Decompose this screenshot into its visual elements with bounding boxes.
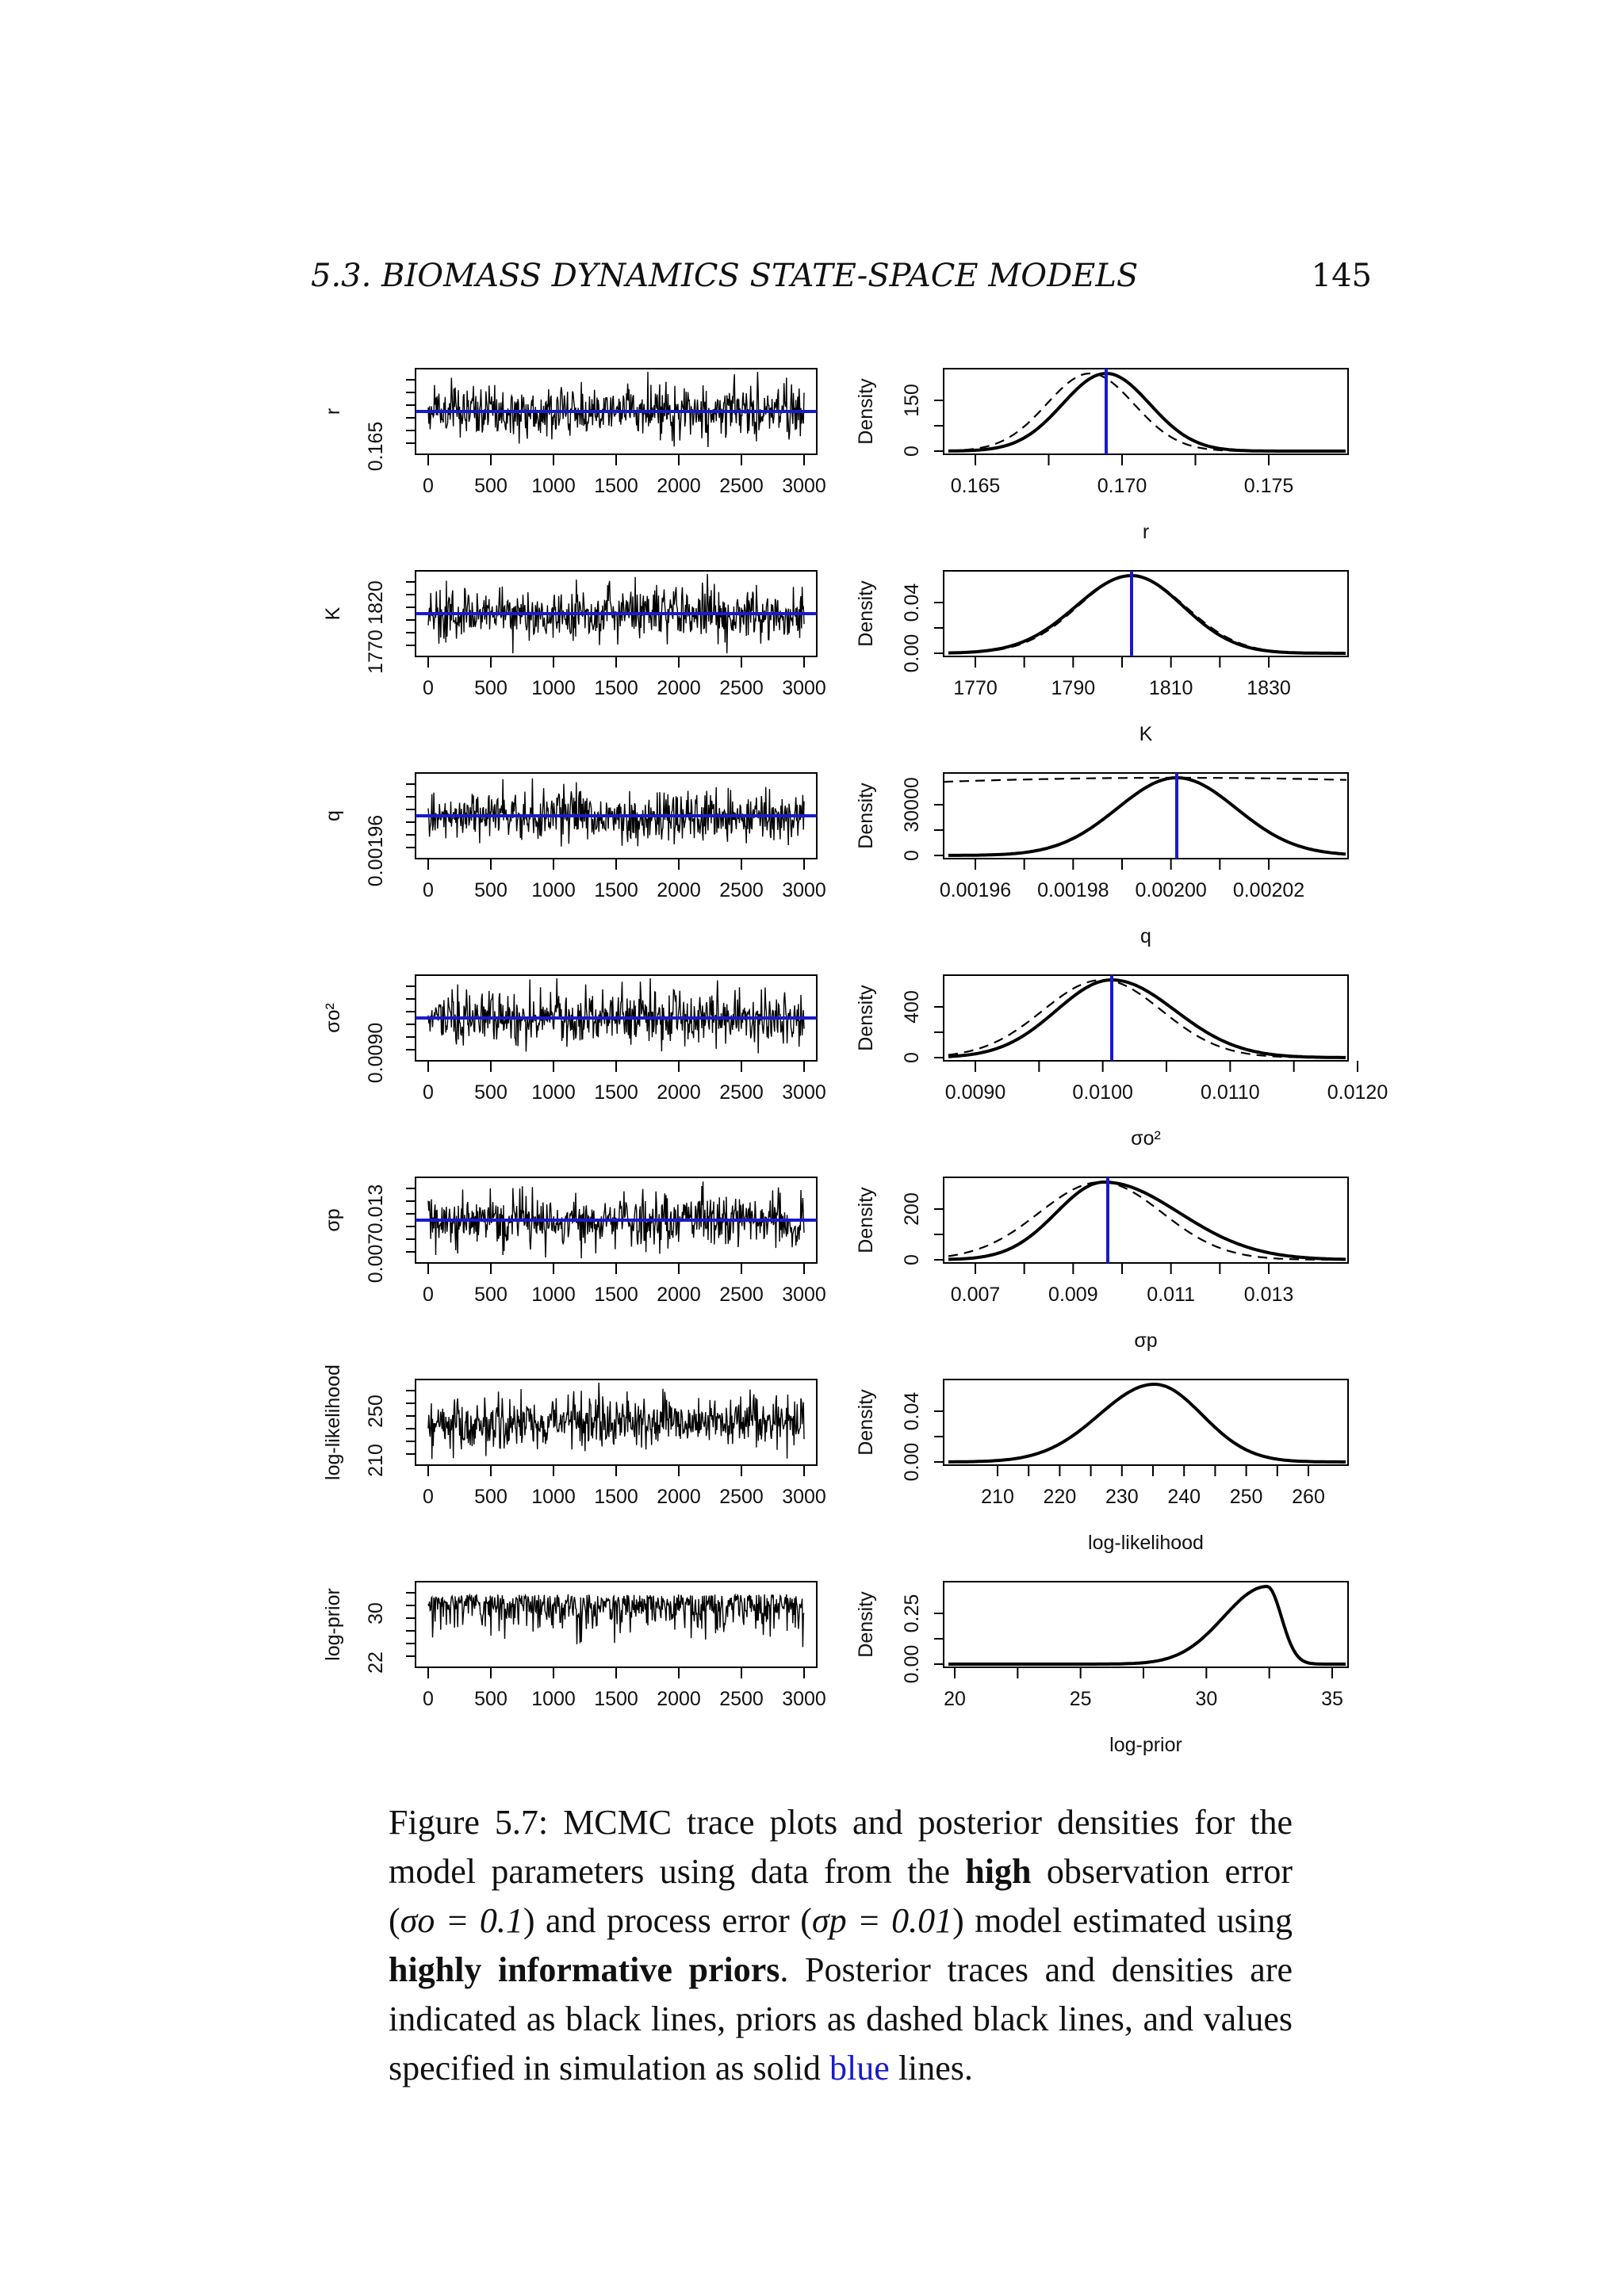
density-xtick-label-sigma_o^2: 0.0120 xyxy=(1327,1081,1388,1104)
caption-bold-priors: highly informative priors xyxy=(389,1950,780,1989)
caption-math-sigma-p: σp = 0.01 xyxy=(811,1901,953,1940)
density-xtick-label-log-prior: 35 xyxy=(1321,1688,1343,1710)
figure-caption xyxy=(389,1798,1293,2093)
trace-xtick-label-q: 2500 xyxy=(719,879,764,901)
trace-xtick-label-sigma_o^2: 2500 xyxy=(719,1081,764,1104)
density-posterior-log-likelihood xyxy=(948,1384,1346,1462)
trace-line-q xyxy=(428,779,804,847)
density-ytick-label-log-prior: 0.25 xyxy=(901,1594,923,1633)
density-ytick-label-K: 0.04 xyxy=(901,583,923,622)
trace-xtick-label-sigma_o^2: 1500 xyxy=(594,1081,638,1104)
trace-ytick-label-log-likelihood: 250 xyxy=(365,1395,387,1428)
density-posterior-sigma_o^2 xyxy=(948,980,1346,1058)
trace-xtick-label-log-prior: 500 xyxy=(474,1688,508,1710)
density-posterior-r xyxy=(948,373,1346,451)
trace-ylabel-log-likelihood: log-likelihood xyxy=(322,1364,344,1480)
density-xtick-label-K: 1810 xyxy=(1148,677,1193,699)
density-xtick-label-sigma_p: 0.007 xyxy=(950,1284,1001,1306)
trace-xtick-label-sigma_o^2: 0 xyxy=(423,1081,434,1104)
density-ytick-label-sigma_p: 200 xyxy=(901,1192,923,1226)
trace-ytick-label-log-prior: 30 xyxy=(365,1602,387,1624)
density-xtick-label-K: 1790 xyxy=(1051,677,1096,699)
density-xlabel-q: q xyxy=(1140,925,1151,947)
density-posterior-sigma_p xyxy=(948,1182,1346,1260)
density-ytick-label-sigma_o^2: 0 xyxy=(901,1052,923,1063)
trace-xtick-label-log-likelihood: 0 xyxy=(423,1486,434,1508)
trace-ytick-label-sigma_p: 0.007 xyxy=(365,1233,387,1284)
trace-xtick-label-sigma_p: 500 xyxy=(474,1284,508,1306)
trace-xtick-label-log-likelihood: 1500 xyxy=(594,1486,638,1508)
density-xlabel-sigma_p: σp xyxy=(1134,1330,1158,1352)
density-ytick-label-K: 0.00 xyxy=(901,633,923,673)
caption-text-5: . Posterior traces and densities are indicated as black lines, priors as dashed black lines, and values specified in simulation as solid xyxy=(389,1950,1293,2087)
caption-text-4: ) model estimated using xyxy=(952,1901,1293,1940)
density-xtick-label-sigma_o^2: 0.0090 xyxy=(944,1081,1006,1104)
density-prior-K xyxy=(948,576,1346,653)
density-xlabel-r: r xyxy=(1142,521,1150,543)
trace-xtick-label-r: 2500 xyxy=(719,475,764,497)
trace-ylabel-sigma_p: σp xyxy=(322,1208,344,1232)
density-xtick-label-sigma_p: 0.013 xyxy=(1243,1284,1294,1306)
density-ytick-label-r: 0 xyxy=(901,446,923,457)
density-ytick-label-q: 0 xyxy=(901,850,923,861)
density-xtick-label-r: 0.175 xyxy=(1243,475,1294,497)
density-xlabel-K: K xyxy=(1139,723,1153,745)
density-ylabel-q: Density xyxy=(855,783,877,849)
trace-xtick-label-log-likelihood: 500 xyxy=(474,1486,508,1508)
trace-xtick-label-q: 3000 xyxy=(782,879,826,901)
density-posterior-K xyxy=(948,576,1346,653)
trace-xtick-label-sigma_p: 1500 xyxy=(594,1284,638,1306)
trace-xtick-label-log-prior: 1000 xyxy=(531,1688,576,1710)
caption-blue-word: blue xyxy=(829,2049,890,2087)
trace-ytick-label-sigma_o^2: 0.0090 xyxy=(365,1022,387,1084)
trace-line-r xyxy=(428,372,804,447)
density-xtick-label-log-likelihood: 230 xyxy=(1105,1486,1139,1508)
trace-xtick-label-log-prior: 3000 xyxy=(782,1688,826,1710)
trace-xtick-label-log-likelihood: 3000 xyxy=(782,1486,826,1508)
trace-xtick-label-sigma_p: 0 xyxy=(423,1284,434,1306)
page-number: 145 xyxy=(1311,258,1372,294)
density-ylabel-log-likelihood: Density xyxy=(855,1389,877,1456)
caption-bold-high: high xyxy=(965,1852,1032,1891)
trace-ylabel-q: q xyxy=(322,810,344,821)
density-ylabel-r: Density xyxy=(855,378,877,445)
trace-xtick-label-log-likelihood: 2000 xyxy=(657,1486,701,1508)
trace-ytick-label-K: 1770 xyxy=(365,629,387,674)
caption-math-sigma-o: σo = 0.1 xyxy=(400,1901,523,1940)
trace-ytick-label-q: 0.00196 xyxy=(365,814,387,887)
trace-xtick-label-r: 3000 xyxy=(782,475,826,497)
caption-text-1: MCMC trace plots and posterior densities for the model parameters using data from the xyxy=(389,1803,1293,1891)
trace-xtick-label-sigma_o^2: 500 xyxy=(474,1081,508,1104)
density-frame-log-prior xyxy=(944,1582,1348,1667)
density-xtick-label-log-prior: 30 xyxy=(1195,1688,1218,1710)
density-xtick-label-log-likelihood: 210 xyxy=(981,1486,1014,1508)
caption-text-6: lines. xyxy=(889,2049,973,2087)
density-ylabel-K: Density xyxy=(855,580,877,647)
density-xlabel-log-likelihood: log-likelihood xyxy=(1088,1532,1204,1554)
trace-ytick-label-K: 1820 xyxy=(365,580,387,625)
density-posterior-q xyxy=(948,778,1346,855)
density-xtick-label-q: 0.00198 xyxy=(1037,879,1109,901)
trace-xtick-label-K: 2500 xyxy=(719,677,764,699)
density-xtick-label-log-likelihood: 250 xyxy=(1229,1486,1263,1508)
density-posterior-log-prior xyxy=(948,1586,1346,1664)
trace-xtick-label-sigma_p: 2500 xyxy=(719,1284,764,1306)
density-xtick-label-sigma_o^2: 0.0110 xyxy=(1201,1081,1260,1104)
trace-xtick-label-r: 1500 xyxy=(594,475,638,497)
density-xlabel-sigma_o^2: σo² xyxy=(1131,1127,1161,1150)
trace-xtick-label-sigma_o^2: 1000 xyxy=(531,1081,576,1104)
trace-xtick-label-sigma_p: 3000 xyxy=(782,1284,826,1306)
trace-ylabel-sigma_o^2: σo² xyxy=(322,1003,344,1033)
trace-xtick-label-q: 2000 xyxy=(657,879,701,901)
trace-xtick-label-r: 0 xyxy=(423,475,434,497)
density-xtick-label-K: 1770 xyxy=(953,677,998,699)
density-frame-r xyxy=(944,369,1348,454)
trace-xtick-label-r: 1000 xyxy=(531,475,576,497)
trace-xtick-label-q: 0 xyxy=(423,879,434,901)
trace-xtick-label-sigma_o^2: 2000 xyxy=(657,1081,701,1104)
density-ytick-label-r: 150 xyxy=(901,384,923,417)
caption-text-3: ) and process error ( xyxy=(523,1901,812,1940)
density-ylabel-sigma_o^2: Density xyxy=(855,985,877,1051)
density-frame-K xyxy=(944,571,1348,656)
trace-line-sigma_o^2 xyxy=(428,978,804,1054)
density-ytick-label-log-likelihood: 0.04 xyxy=(901,1391,923,1431)
density-prior-r xyxy=(948,373,1346,451)
density-xtick-label-q: 0.00200 xyxy=(1135,879,1207,901)
trace-ylabel-log-prior: log-prior xyxy=(322,1588,344,1661)
trace-ytick-label-log-prior: 22 xyxy=(365,1651,387,1674)
density-ytick-label-sigma_p: 0 xyxy=(901,1254,923,1265)
trace-xtick-label-q: 1000 xyxy=(531,879,576,901)
trace-xtick-label-sigma_p: 2000 xyxy=(657,1284,701,1306)
density-ytick-label-log-prior: 0.00 xyxy=(901,1644,923,1684)
density-xtick-label-sigma_p: 0.009 xyxy=(1048,1284,1098,1306)
density-xtick-label-q: 0.00202 xyxy=(1232,879,1305,901)
density-xtick-label-log-prior: 25 xyxy=(1069,1688,1092,1710)
density-xtick-label-log-likelihood: 260 xyxy=(1292,1486,1325,1508)
trace-line-log-likelihood xyxy=(428,1383,804,1459)
density-xtick-label-sigma_o^2: 0.0100 xyxy=(1072,1081,1133,1104)
trace-xtick-label-K: 2000 xyxy=(657,677,701,699)
trace-ytick-label-r: 0.165 xyxy=(365,421,387,472)
trace-frame-log-prior xyxy=(416,1582,817,1667)
trace-ytick-label-log-likelihood: 210 xyxy=(365,1444,387,1477)
trace-xtick-label-r: 500 xyxy=(474,475,508,497)
trace-xtick-label-q: 500 xyxy=(474,879,508,901)
trace-xtick-label-r: 2000 xyxy=(657,475,701,497)
density-xtick-label-r: 0.165 xyxy=(950,475,1001,497)
trace-xtick-label-K: 1500 xyxy=(594,677,638,699)
trace-xtick-label-log-prior: 2000 xyxy=(657,1688,701,1710)
density-xtick-label-log-prior: 20 xyxy=(944,1688,966,1710)
trace-xtick-label-sigma_p: 1000 xyxy=(531,1284,576,1306)
trace-ytick-label-sigma_p: 0.013 xyxy=(365,1184,387,1234)
density-xtick-label-K: 1830 xyxy=(1247,677,1291,699)
trace-xtick-label-log-likelihood: 2500 xyxy=(719,1486,764,1508)
density-frame-sigma_o^2 xyxy=(944,975,1348,1061)
trace-ylabel-K: K xyxy=(322,607,344,621)
density-ytick-label-sigma_o^2: 400 xyxy=(901,990,923,1024)
density-prior-q xyxy=(944,778,1346,782)
figure-label: Figure 5.7: xyxy=(389,1803,549,1842)
trace-line-log-prior xyxy=(428,1594,804,1647)
trace-xtick-label-log-prior: 2500 xyxy=(719,1688,764,1710)
trace-xtick-label-K: 1000 xyxy=(531,677,576,699)
trace-xtick-label-K: 500 xyxy=(474,677,508,699)
density-xtick-label-r: 0.170 xyxy=(1097,475,1147,497)
trace-xtick-label-q: 1500 xyxy=(594,879,638,901)
trace-xtick-label-log-prior: 1500 xyxy=(594,1688,638,1710)
density-xtick-label-sigma_p: 0.011 xyxy=(1147,1284,1196,1306)
trace-xtick-label-K: 3000 xyxy=(782,677,826,699)
density-xtick-label-log-likelihood: 220 xyxy=(1043,1486,1077,1508)
density-xlabel-log-prior: log-prior xyxy=(1109,1734,1182,1756)
density-ytick-label-q: 30000 xyxy=(901,777,923,832)
density-frame-log-likelihood xyxy=(944,1380,1348,1465)
trace-xtick-label-log-prior: 0 xyxy=(423,1688,434,1710)
density-xtick-label-q: 0.00196 xyxy=(939,879,1012,901)
density-ylabel-sigma_p: Density xyxy=(855,1187,877,1253)
caption-text-2: observation error ( xyxy=(389,1852,1293,1940)
density-ytick-label-log-likelihood: 0.00 xyxy=(901,1442,923,1482)
density-xtick-label-log-likelihood: 240 xyxy=(1167,1486,1201,1508)
trace-ylabel-r: r xyxy=(322,408,344,415)
density-ylabel-log-prior: Density xyxy=(855,1591,877,1658)
section-title: 5.3. BIOMASS DYNAMICS STATE-SPACE MODELS xyxy=(311,258,1139,294)
trace-xtick-label-K: 0 xyxy=(423,677,434,699)
trace-xtick-label-log-likelihood: 1000 xyxy=(531,1486,576,1508)
trace-xtick-label-sigma_o^2: 3000 xyxy=(782,1081,826,1104)
